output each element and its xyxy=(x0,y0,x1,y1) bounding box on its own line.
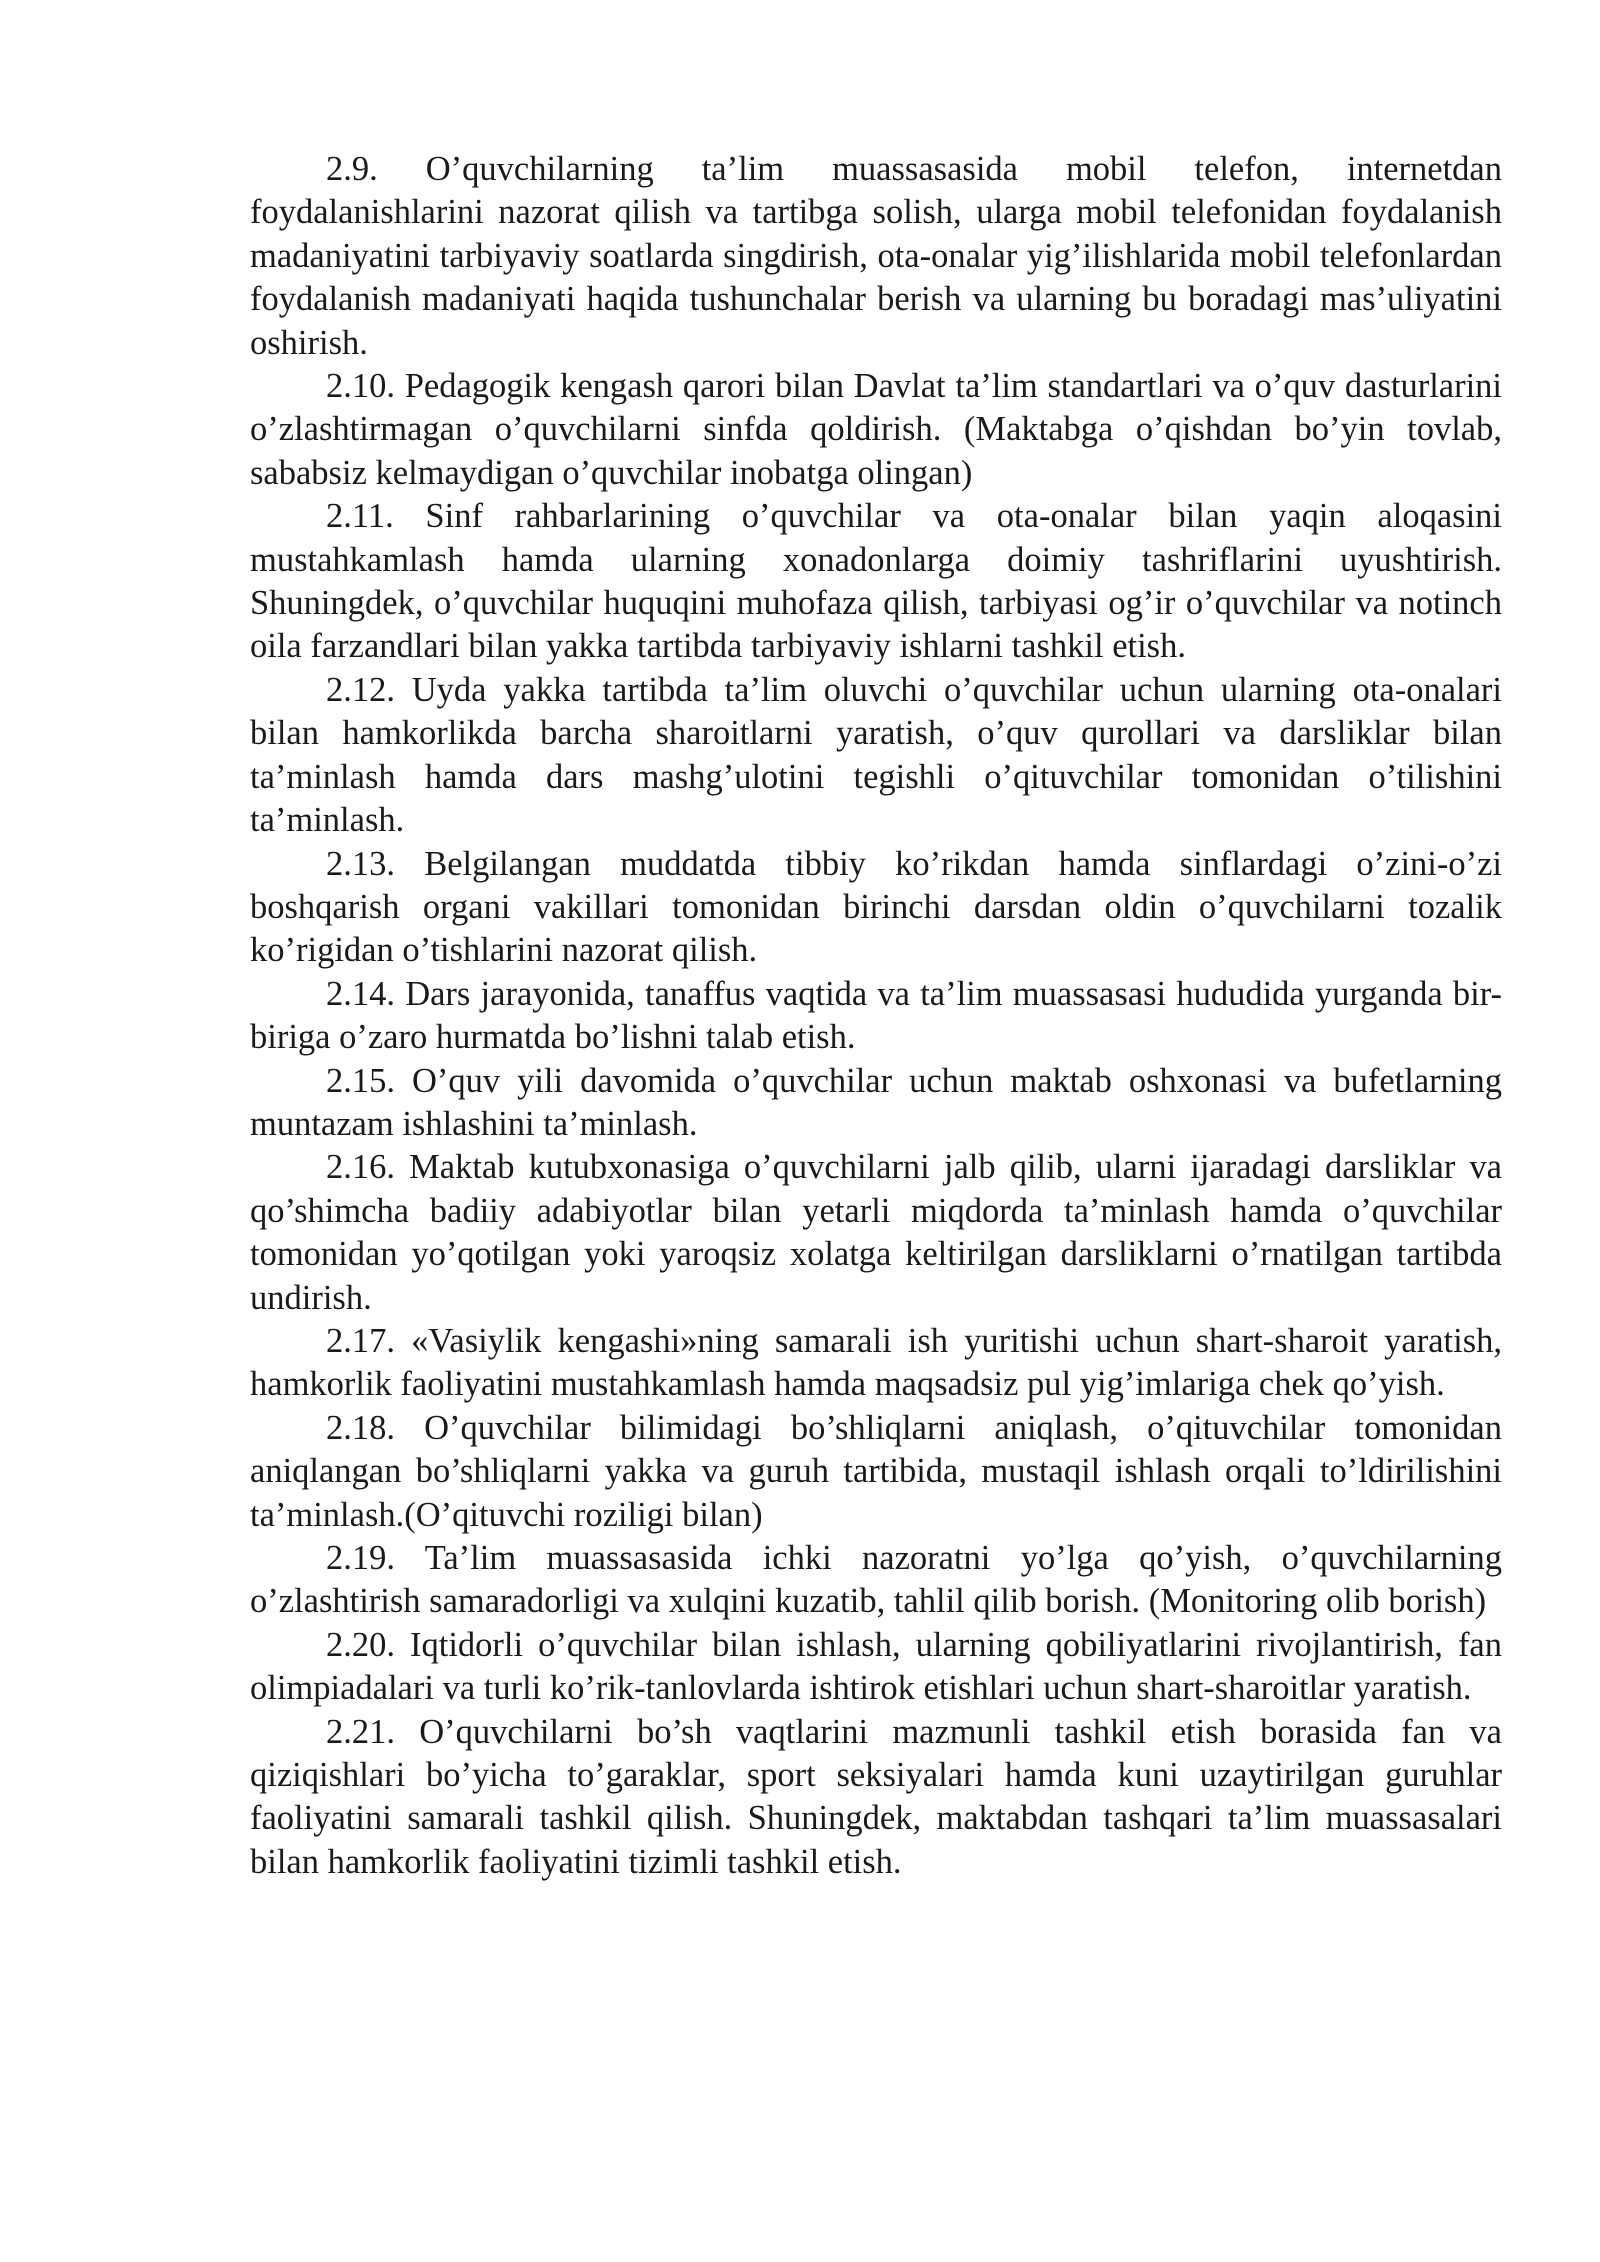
paragraph-2-12: 2.12. Uyda yakka tartibda ta’lim oluvchi o’quvchilar uchun ularning ota-onalari bilan hamkorlikda barcha sharoitlarni yaratish, o’quv qurollari va darsliklar bilan ta’minlash hamda dars mashg’ulotini tegishli o’qituvchilar tomonidan o’tilishini ta’minlash. xyxy=(250,670,1502,840)
paragraph-2-21: 2.21. O’quvchilarni bo’sh vaqtlarini mazmunli tashkil etish borasida fan va qiziqishlari bo’yicha to’garaklar, sport seksiyalari hamda kuni uzaytirilgan guruhlar faoliyatini samarali tashkil qilish. Shuningdek, maktabdan tashqari ta’lim muassasalari bilan hamkorlik faoliyatini tizimli tashkil etish. xyxy=(250,1712,1502,1881)
paragraph-2-13: 2.13. Belgilangan muddatda tibbiy ko’rikdan hamda sinflardagi o’zini-o’zi boshqarish organi vakillari tomonidan birinchi darsdan oldin o’quvchilarni tozalik ko’rigidan o’tishlarini nazorat qilish. xyxy=(250,844,1502,970)
paragraph-2-14: 2.14. Dars jarayonida, tanaffus vaqtida va ta’lim muassasasi hududida yurganda bir-biriga o’zaro hurmatda bo’lishni talab etish. xyxy=(250,974,1502,1057)
document-page xyxy=(250,148,1502,1884)
paragraph-2-19: 2.19. Ta’lim muassasasida ichki nazoratni yo’lga qo’yish, o’quvchilarning o’zlashtirish samaradorligi va xulqini kuzatib, tahlil qilib borish. (Monitoring olib borish) xyxy=(250,1539,1502,1621)
paragraph-2-15: 2.15. O’quv yili davomida o’quvchilar uchun maktab oshxonasi va bufetlarning muntazam ishlashini ta’minlash. xyxy=(250,1061,1502,1143)
paragraph-2-10: 2.10. Pedagogik kengash qarori bilan Davlat ta’lim standartlari va o’quv dasturlarini o’zlashtirmagan o’quvchilarni sinfda qoldirish. (Maktabga o’qishdan bo’yin tovlab, sababsiz kelmaydigan o’quvchilar inobatga olingan) xyxy=(250,367,1502,492)
paragraph-2-17: 2.17. «Vasiylik kengashi»ning samarali ish yuritishi uchun shart-sharoit yaratish, hamkorlik faoliyatini mustahkamlash hamda maqsadsiz pul yig’imlariga chek qo’yish. xyxy=(250,1321,1502,1404)
paragraph-2-20: 2.20. Iqtidorli o’quvchilar bilan ishlash, ularning qobiliyatlarini rivojlantirish, fan olimpiadalari va turli ko’rik-tanlovlarda ishtirok etishlari uchun shart-sharoitlar yaratish. xyxy=(250,1625,1502,1708)
paragraph-2-9: 2.9. O’quvchilarning ta’lim muassasasida mobil telefon, internetdan foydalanishlarini nazorat qilish va tartibga solish, ularga mobil telefonidan foydalanish madaniyatini tarbiyaviy soatlarda singdirish, ota-onalar yig’ilishlarida mobil telefonlardan foydalanish madaniyati haqida tushunchalar berish va ularning bu boradagi mas’uliyatini oshirish. xyxy=(250,150,1502,362)
paragraph-2-11: 2.11. Sinf rahbarlarining o’quvchilar va ota-onalar bilan yaqin aloqasini mustahkamlash hamda ularning xonadonlarga doimiy tashriflarini uyushtirish. Shuningdek, o’quvchilar huquqini muhofaza qilish, tarbiyasi og’ir o’quvchilar va notinch oila farzandlari bilan yakka tartibda tarbiyaviy ishlarni tashkil etish. xyxy=(250,497,1502,666)
paragraph-2-18: 2.18. O’quvchilar bilimidagi bo’shliqlarni aniqlash, o’qituvchilar tomonidan aniqlangan bo’shliqlarni yakka va guruh tartibida, mustaqil ishlash orqali to’ldirilishini ta’minlash.(O’qituvchi roziligi bilan) xyxy=(250,1408,1502,1534)
paragraph-2-16: 2.16. Maktab kutubxonasiga o’quvchilarni jalb qilib, ularni ijaradagi darsliklar va qo’shimcha badiiy adabiyotlar bilan yetarli miqdorda ta’minlash hamda o’quvchilar tomonidan yo’qotilgan yoki yaroqsiz xolatga keltirilgan darsliklarni o’rnatilgan tartibda undirish. xyxy=(250,1148,1502,1317)
